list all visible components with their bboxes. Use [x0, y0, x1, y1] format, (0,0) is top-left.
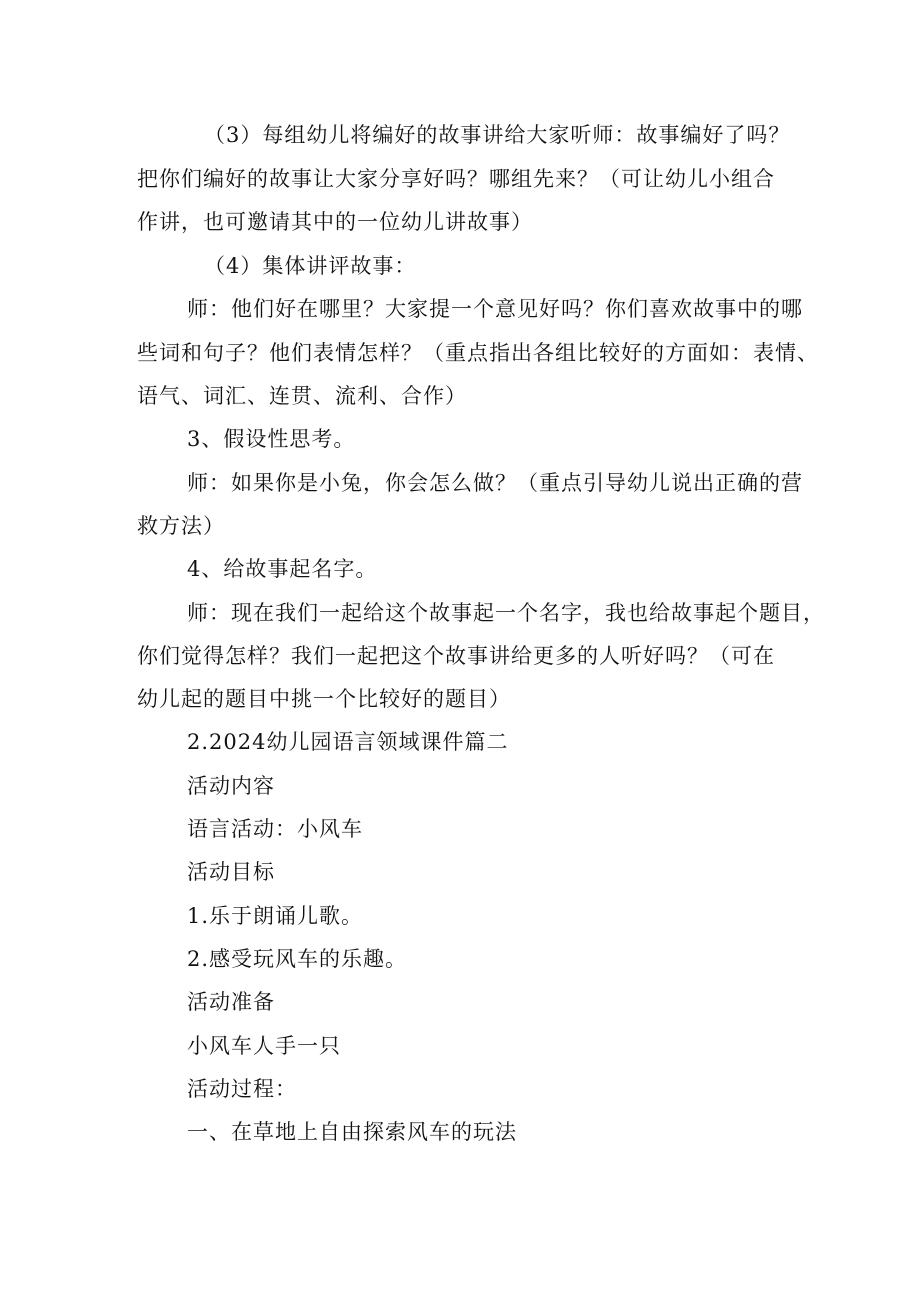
paragraph-line: 小风车人手一只 — [187, 1034, 341, 1058]
paragraph-line: （3）每组幼儿将编好的故事讲给大家听师：故事编好了吗？ — [204, 123, 791, 147]
paragraph-line: 师：现在我们一起给这个故事起一个名字，我也给故事起个题目， — [187, 601, 825, 625]
list-item: 1.乐于朗诵儿歌。 — [187, 904, 364, 928]
section-heading: 3、假设性思考。 — [187, 427, 356, 451]
section-heading: 活动目标 — [187, 860, 275, 884]
paragraph-line: 一、在草地上自由探索风车的玩法 — [187, 1120, 517, 1144]
list-item: 2.感受玩风车的乐趣。 — [187, 947, 408, 971]
paragraph-line: 作讲，也可邀请其中的一位幼儿讲故事） — [137, 210, 533, 234]
paragraph-line: 语气、词汇、连贯、流利、合作） — [137, 384, 467, 408]
paragraph-line: 救方法） — [137, 514, 225, 538]
chapter-heading: 2.2024幼儿园语言领域课件篇二 — [187, 730, 509, 754]
paragraph-line: 师：如果你是小兔，你会怎么做？（重点引导幼儿说出正确的营 — [187, 471, 803, 495]
paragraph-line: 把你们编好的故事让大家分享好吗？哪组先来？（可让幼儿小组合 — [137, 167, 775, 191]
paragraph-line: 些词和句子？他们表情怎样？（重点指出各组比较好的方面如：表情、 — [137, 341, 819, 365]
paragraph-line: 你们觉得怎样？我们一起把这个故事讲给更多的人听好吗？（可在 — [137, 644, 775, 668]
paragraph-line: 幼儿起的题目中挑一个比较好的题目） — [137, 687, 511, 711]
paragraph-line: 师：他们好在哪里？大家提一个意见好吗？你们喜欢故事中的哪 — [187, 297, 803, 321]
section-heading: 活动过程： — [187, 1077, 297, 1101]
section-heading: 4、给故事起名字。 — [187, 557, 378, 581]
paragraph-line: （4）集体讲评故事： — [204, 254, 417, 278]
section-heading: 活动内容 — [187, 774, 275, 798]
section-heading: 活动准备 — [187, 990, 275, 1014]
paragraph-line: 语言活动：小风车 — [187, 817, 363, 841]
